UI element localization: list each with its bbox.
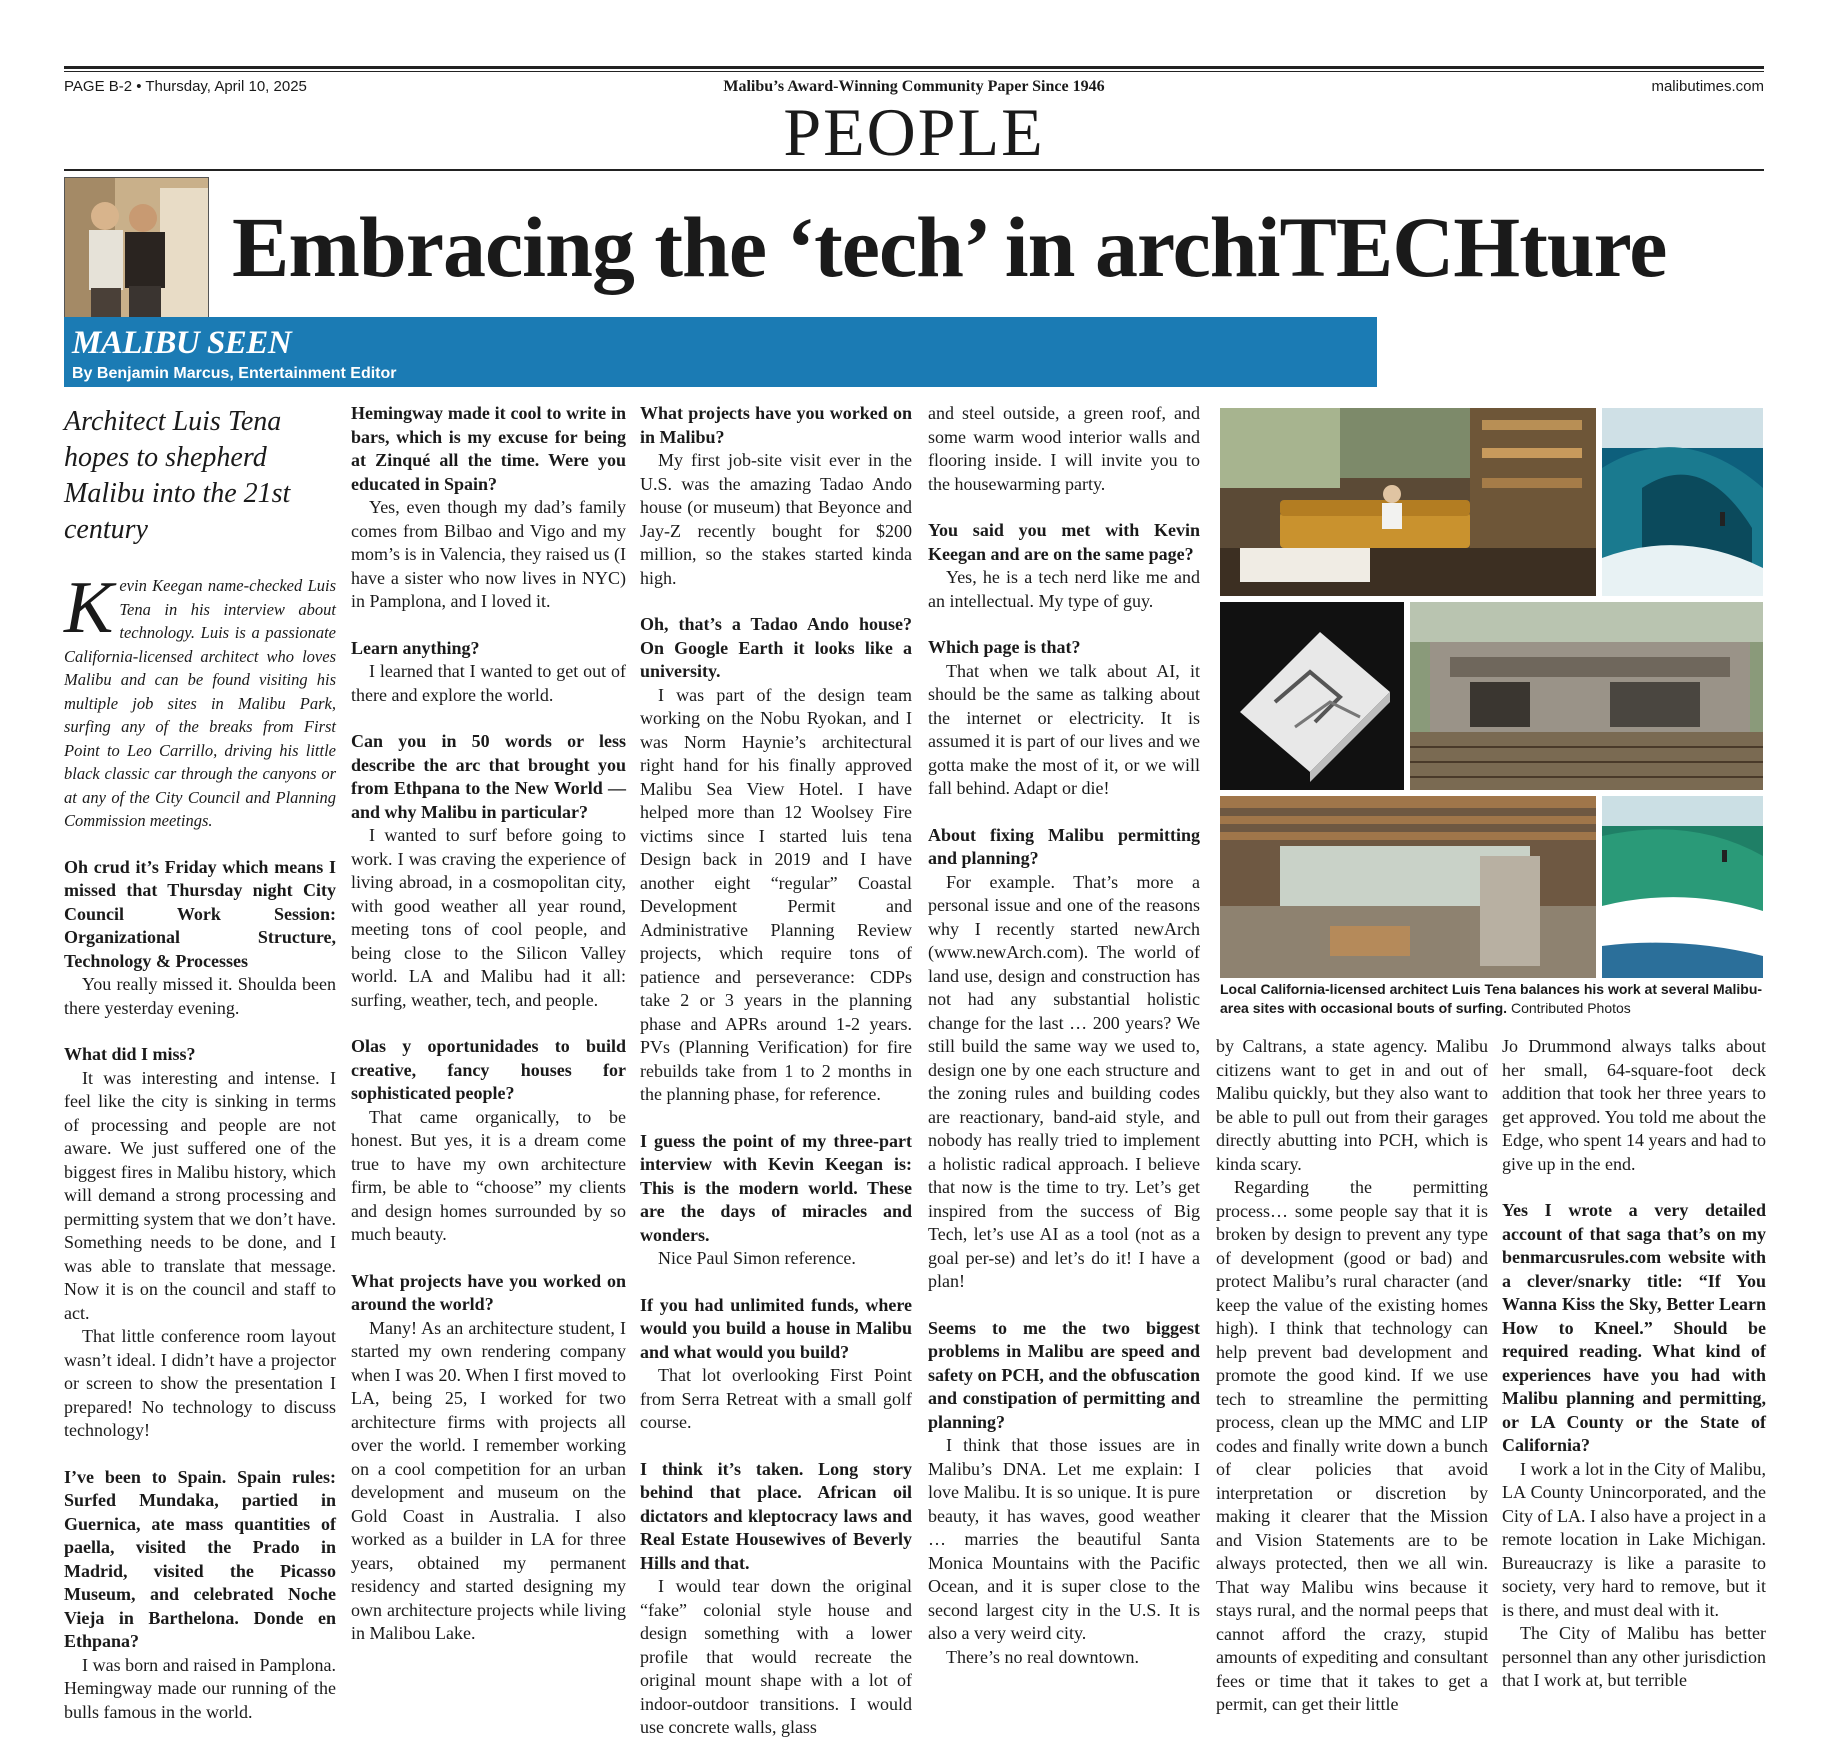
interview-question: Seems to me the two biggest problems in Malibu are speed and safety on PCH, and the obfuscation and constipation of permitting and planning? [928, 1317, 1200, 1432]
interview-answer: Nice Paul Simon reference. [658, 1248, 856, 1268]
section-title: PEOPLE [783, 94, 1045, 170]
column-name: MALIBU SEEN [72, 325, 292, 361]
top-rule [64, 66, 1764, 69]
photo-interior-framing [1220, 796, 1596, 978]
interview-answer: I was born and raised in Pamplona. Hemingway made our running of the bulls famous in the world. [64, 1654, 336, 1722]
column-body [64, 856, 336, 1725]
interview-answer: There’s no real downtown. [946, 1646, 1139, 1667]
interview-answer: My first job-site visit ever in the U.S. was the amazing Tadao Ando house (or museum) that Beyonce and Jay-Z recently bought for $200 million, so the stakes started kinda high. [640, 450, 912, 588]
article-column-6 [1502, 1035, 1766, 1693]
article-column-5 [1216, 1035, 1488, 1717]
interview-answer: and steel outside, a green roof, and some warm wood interior walls and flooring inside. I will invite you to the housewarming party. [928, 403, 1200, 494]
interview-question: Oh crud it’s Friday which means I missed that Thursday night City Council Work Session: Organizational Structure, Technology & Processes [64, 856, 336, 971]
photo-architect-on-sofa [1220, 408, 1596, 596]
interview-answer: It was interesting and intense. I feel like the city is sinking in terms of processing and people are not aware. We just suffered one of the biggest fires in Malibu history, which will demand a strong processing and permitting system that we don’t have. Something needs to be done, and I was able to translate that message. Now it is on the council and staff to act. [64, 1067, 336, 1323]
drop-cap: K [64, 567, 114, 649]
interview-question: What projects have you worked on around the world? [351, 1270, 626, 1314]
interview-answer: I was part of the design team working on the Nobu Ryokan, and I was Norm Haynie’s architectural right hand for his finally approved Malibu Sea View Hotel. I have helped more than 12 Woolsey Fire victims since I started luis tena Design back in 2019 and I have another eight “regular” Coastal Development Permit and Administrative Planning Review projects, which require tons of patience and perseverance: CDPs take 2 or 3 years in the planning phase and APRs around 1-2 years. PVs (Planning Verification) for fire rebuilds take from 1 to 2 months in the planning phase, for reference. [640, 684, 912, 1104]
deck: Architect Luis Tena hopes to shepherd Malibu into the 21st century [64, 406, 291, 545]
article-column-1 [64, 404, 336, 1724]
intro-paragraph [64, 567, 336, 833]
interview-question: Olas y oportunidades to build creative, fancy houses for sophisticated people? [351, 1036, 626, 1103]
mug-photo [64, 177, 209, 322]
interview-answer: Regarding the permitting process… some people say that it is broken by design to prevent any type of development (good or bad) and protect Malibu’s rural character (and keep the value of the existing homes high). I think that technology can help prevent bad development and promote the good kind. If we use tech to streamline the permitting process, clean up the MMC and LIP codes and finally write down a bunch of clear policies that avoid interpretation or discretion by making it clearer that the Mission and Vision Statements are to be always protected, then we all win. That way Malibu wins because it stays rural, and the normal peeps that cannot afford the crazy, stupid amounts of expediting and consultant fees or time that it takes to get a permit, can get their little [1216, 1177, 1488, 1714]
interview-question: I’ve been to Spain. Spain rules: Surfed Mundaka, partied in Guernica, ate mass quantities of paella, visited the Prado in Madrid, visited the Picasso Museum, and celebrated Noche Vieja in Barthelona. Donde en Ethpana? [64, 1466, 336, 1651]
interview-answer: I work a lot in the City of Malibu, LA County Unincorporated, and the City of LA. I also have a project in a remote location in Lake Michigan. Bureaucrazy is like a parasite to society, very hard to remove, but it is there, and must deal with it. [1502, 1458, 1766, 1620]
section-rule [64, 169, 1764, 171]
column-body [928, 402, 1200, 1669]
photo-credit: Contributed Photos [1510, 1000, 1631, 1016]
interview-question: I think it’s taken. Long story behind that place. African oil dictators and kleptocracy laws and Real Estate Housewives of Beverly Hills and that. [640, 1458, 912, 1573]
interview-question: Learn anything? [351, 637, 480, 658]
interview-question: I guess the point of my three-part interview with Kevin Keegan is: This is the modern world. These are the days of miracles and wonders. [640, 1130, 912, 1245]
interview-answer: I learned that I wanted to get out of there and explore the world. [351, 661, 626, 705]
interview-question: If you had unlimited funds, where would you build a house in Malibu and what would you build? [640, 1294, 912, 1362]
photo-surfing-wave [1602, 796, 1763, 978]
interview-answer: Jo Drummond always talks about her small, 64-square-foot deck addition that took her three years to get approved. You told me about the Edge, who spent 14 years and had to give up in the end. [1502, 1036, 1766, 1174]
article-column-2 [351, 402, 626, 1646]
interview-answer: That little conference room layout wasn’t ideal. I didn’t have a projector or screen to show the presentation I prepared! No technology to discuss technology! [64, 1326, 336, 1440]
interview-question: Can you in 50 words or less describe the arc that brought you from Ethpana to the New World — and why Malibu in particular? [351, 731, 626, 822]
intro-text: evin Keegan name-checked Luis Tena in his interview about technology. Luis is a passionate California-licensed architect who loves Malibu and can be found visiting his multiple job sites in Malibu Park, surfing any of the breaks from First Point to Leo Carrillo, driving his little black classic car through the canyons or at any of the City Council and Planning Commission meetings. [64, 576, 336, 830]
interview-answer: For example. That’s more a personal issue and one of the reasons why I recently started newArch (www.newArch.com). The world of land use, design and construction has not had any substantial holistic change for the last … 200 years? We still build the same way we used to, design one by one each structure and the zoning rules and building codes are reactionary, band-aid style, and nobody has really tried to implement a holistic radical approach. I believe that now is the time to try. Let’s get inspired from the success of Big Tech, let’s use AI as a tool (not as a goal per-se) and let’s do it! I have a plan! [928, 871, 1200, 1291]
mug-photo-art [65, 178, 208, 321]
interview-answer: Many! As an architecture student, I started my own rendering company when I was 20. When I first moved to LA, being 25, I worked for two architecture firms with projects all over the world. I remember working on a cool competition for an urban development and museum on the Gold Coast in Australia. I also worked as a builder in LA for three years, obtained my permanent residency and started designing my own architecture projects while living in Malibou Lake. [351, 1317, 626, 1643]
photo-architectural-model [1220, 602, 1404, 790]
interview-answer: I think that those issues are in Malibu’s DNA. Let me explain: I love Malibu. It is so unique. It is pure beauty, it has waves, good weather … marries the beautiful Santa Monica Mountains with the Pacific Ocean, and it is super close to the second largest city in the U.S. It is also a very weird city. [928, 1435, 1200, 1643]
top-rule-thin [64, 71, 1764, 72]
folio-page-date: PAGE B-2 • Thursday, April 10, 2025 [64, 78, 307, 95]
folio-tagline: Malibu’s Award-Winning Community Paper Since 1946 [723, 78, 1105, 95]
interview-question: You said you met with Kevin Keegan and are on the same page? [928, 520, 1200, 564]
interview-answer: I wanted to surf before going to work. I was craving the experience of living abroad, in a cosmopolitan city, with good weather all year round, meeting tons of cool people, and being close to the Silicon Valley world. LA and Malibu had it all: surfing, weather, tech, and people. [351, 825, 626, 1010]
column-body [640, 402, 912, 1740]
column-body [1216, 1035, 1488, 1717]
photo-surfing-barrel [1602, 408, 1763, 596]
interview-answer: That when we talk about AI, it should be the same as talking about the internet or electricity. It is assumed it is part of our lives and we gotta make the most of it, or we will fall behind. Adapt or die! [928, 660, 1200, 798]
article-column-3 [640, 402, 912, 1740]
headline: Embracing the ‘tech’ in archiTECHture [232, 199, 1667, 295]
photo-construction-site [1410, 602, 1763, 790]
column-body [1502, 1035, 1766, 1693]
interview-question: What did I miss? [64, 1044, 196, 1064]
interview-answer: You really missed it. Shoulda been there yesterday evening. [64, 974, 336, 1018]
interview-answer: by Caltrans, a state agency. Malibu citizens want to get in and out of Malibu quickly, but they also want to be able to pull out from their garages directly abutting into PCH, which is kinda scary. [1216, 1036, 1488, 1174]
interview-answer: I would tear down the original “fake” colonial style house and design something with a lower profile that would recreate the original mount shape with a lot of indoor-outdoor transitions. I would use concrete walls, glass [640, 1576, 912, 1737]
photo-caption [1220, 980, 1765, 1018]
caption-text: Local California-licensed architect Luis Tena balances his work at several Malibu-area sites with occasional bouts of surfing. [1220, 981, 1763, 1016]
interview-answer: That came organically, to be honest. But yes, it is a dream come true to have my own architecture firm, be able to “choose” my clients and design homes surrounded by so much beauty. [351, 1106, 626, 1244]
folio-website[interactable]: malibutimes.com [1651, 78, 1764, 95]
interview-answer: Yes, he is a tech nerd like me and an intellectual. My type of guy. [928, 567, 1200, 611]
byline: By Benjamin Marcus, Entertainment Editor [72, 365, 397, 382]
interview-question: Hemingway made it cool to write in bars, which is my excuse for being at Zinqué all the time. Were you educated in Spain? [351, 403, 626, 494]
article-column-4 [928, 402, 1200, 1669]
interview-question: Oh, that’s a Tadao Ando house? On Google Earth it looks like a university. [640, 614, 912, 681]
interview-question: Which page is that? [928, 637, 1081, 657]
column-banner [64, 317, 1377, 387]
column-body [351, 402, 626, 1646]
interview-question: What projects have you worked on in Malibu? [640, 403, 912, 447]
interview-question: About fixing Malibu permitting and planning? [928, 824, 1200, 868]
interview-answer: The City of Malibu has better personnel than any other jurisdiction that I work at, but terrible [1502, 1623, 1766, 1690]
interview-answer: That lot overlooking First Point from Serra Retreat with a small golf course. [640, 1365, 912, 1432]
interview-answer: Yes, even though my dad’s family comes from Bilbao and Vigo and my mom’s is in Valencia, they raised us (I have a sister who now lives in NYC) in Pamplona, and I loved it. [351, 497, 626, 611]
interview-question: Yes I wrote a very detailed account of that saga that’s on my benmarcusrules.com website with a clever/snarky title: “If You Wanna Kiss the Sky, Better Learn How to Kneel.” Should be required reading. What kind of experiences have you had with Malibu planning and permitting, or LA County or the State of California? [1502, 1200, 1766, 1455]
photo-collage [1220, 408, 1763, 978]
